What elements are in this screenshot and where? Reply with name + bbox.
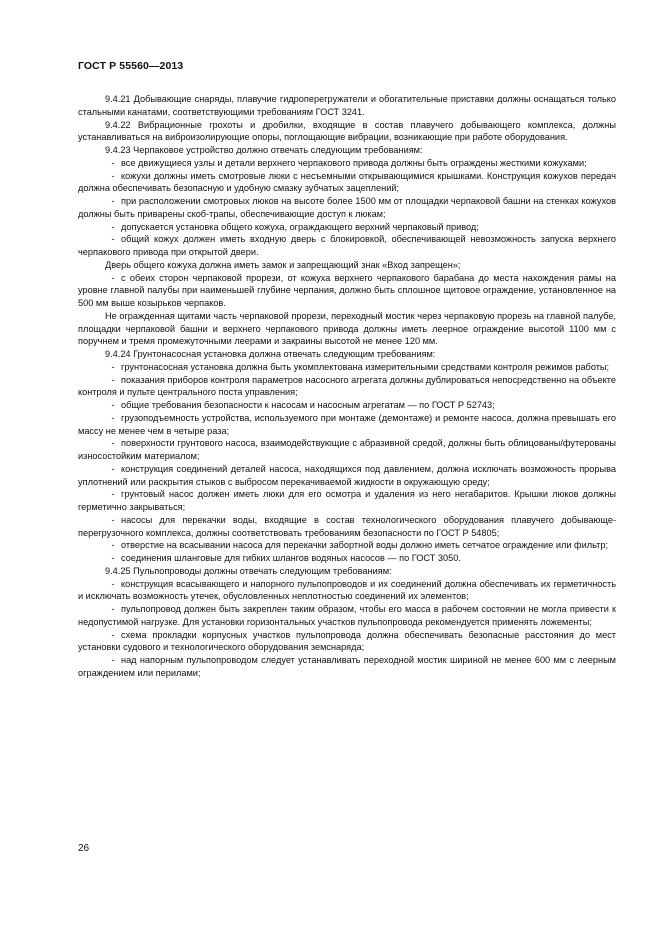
list-item-text: соединения шланговые для гибких шлангов водяных насосов — по ГОСТ 3050. — [121, 553, 461, 563]
list-item — [78, 412, 616, 438]
dash-marker: - — [111, 361, 115, 372]
list-item-text: показания приборов контроля параметров насосного агрегата должны дублироваться непосредственно на объекте контроля и пульте центрального поста управления; — [78, 374, 616, 398]
dash-marker: - — [111, 170, 115, 181]
paragraph: 9.4.25 Пульпопроводы должны отвечать следующим требованиям: — [105, 565, 392, 576]
list-item-text: отверстие на всасывании насоса для перекачки забортной воды должно иметь сетчатое ограждение или фильтр; — [121, 540, 609, 551]
list-item — [78, 629, 616, 655]
list-item — [78, 603, 616, 629]
list-item — [78, 399, 616, 412]
list-item — [78, 514, 616, 540]
list-item-text: пульпопровод должен быть закреплен таким образом, чтобы его масса в рабочем состоянии не могла привести к недопустимой нагрузке. Для установки горизонтальных участков пульпопровода рекомендуется применять ложементы; — [78, 604, 616, 627]
list-item-text: общий кожух должен иметь входную дверь с блокировкой, обеспечивающей невозможность запуска верхнего черпакового привода при открытой двери. — [78, 234, 616, 257]
document-body — [78, 93, 616, 680]
list-item — [78, 552, 616, 565]
dash-marker: - — [111, 221, 115, 232]
dash-marker: - — [111, 655, 115, 665]
list-item-text: над напорным пульпопроводом следует устанавливать переходной мостик шириной не менее 600 мм с леерным ограждением или перилами; — [78, 655, 616, 678]
dash-marker: - — [111, 438, 115, 449]
list-item — [78, 221, 616, 234]
list-item — [78, 578, 616, 604]
dash-marker: - — [111, 489, 115, 500]
paragraph: Не огражденная щитами часть черпаковой прорези, переходный мостик через черпаковую прорезь на главной палубе, площадки черпаковой башни и верхнего черпакового привода должны иметь леерное ограждение высотой 1100 мм с поручнем и тремя промежуточными леерами и закраины высотой не менее 120 мм. — [78, 310, 616, 347]
dash-marker: - — [111, 604, 115, 614]
page-number: 26 — [78, 843, 90, 854]
list-item — [78, 654, 616, 680]
list-item-text: конструкция соединений деталей насоса, находящихся под давлением, должна исключать возможность прорыва уплотнений или раскрытия стыков с выбросом перекачиваемой жидкости в окружающую среду; — [78, 463, 616, 487]
list-item — [78, 170, 616, 196]
list-item — [78, 539, 616, 552]
list-item-text: допускается установка общего кожуха, ограждающего верхний черпаковый привод; — [121, 221, 479, 232]
list-item — [78, 463, 616, 489]
list-item-text: конструкция всасывающего и напорного пульпопроводов и их соединений должна обеспечивать их герметичность и исключать возможность утечек, обусловленных неплотностью соединений их элементов; — [78, 578, 616, 602]
list-item — [78, 157, 616, 170]
dash-marker: - — [111, 272, 115, 283]
paragraph: 9.4.22 Вибрационные грохоты и дробилки, входящие в состав плавучего добывающего комплекса, должны устанавливаться на виброизолирующие опоры, поглощающие вибрации, возникающие при работе оборудования. — [78, 119, 616, 143]
list-item — [78, 437, 616, 463]
dash-marker: - — [111, 578, 115, 589]
list-item-text: поверхности грунтового насоса, взаимодействующие с абразивной средой, должны быть облицованы/футерованы износостойким материалом; — [78, 438, 616, 461]
list-item-text: все движущиеся узлы и детали верхнего черпакового привода должны быть ограждены жесткими кожухами; — [121, 157, 587, 168]
list-item — [78, 361, 616, 374]
list-item — [78, 195, 616, 221]
document-header: ГОСТ Р 55560—2013 — [78, 60, 184, 72]
dash-marker: - — [111, 629, 115, 640]
list-item-text: общие требования безопасности к насосам и насосным агрегатам — по ГОСТ Р 52743; — [121, 400, 495, 410]
list-item-text: с обеих сторон черпаковой прорези, от кожуха верхнего черпакового барабана до места нахождения рамы на уровне главной палубы при наименьшей глубине черпания, должно быть сплошное щитовое ограждение, установленное на 500 мм выше козырьков черпаков. — [78, 272, 616, 308]
paragraph: 9.4.21 Добывающие снаряды, плавучие гидроперегружатели и обогатительные приставки должны оснащаться только стальными канатами, соответствующими требованиям ГОСТ 3241. — [78, 94, 616, 117]
list-item-text: грунтонасосная установка должна быть укомплектована измерительными средствами контроля режимов работы; — [121, 361, 610, 372]
dash-marker: - — [111, 196, 115, 206]
list-item — [78, 374, 616, 400]
paragraph: 9.4.23 Черпаковое устройство должно отвечать следующим требованиям: — [105, 145, 423, 155]
dash-marker: - — [111, 463, 115, 474]
dash-marker: - — [111, 514, 115, 525]
list-item-text: грунтовый насос должен иметь люки для его осмотра и удаления из него негабаритов. Крышки люков должны герметично закрываться; — [78, 489, 616, 512]
list-item-text: грузоподъемность устройства, используемого при монтаже (демонтаже) и ремонте насоса, должна превышать его массу не менее чем в четыре раза; — [78, 412, 616, 436]
paragraph: Дверь общего кожуха должна иметь замок и запрещающий знак «Вход запрещен»; — [105, 259, 461, 270]
dash-marker: - — [111, 234, 115, 245]
dash-marker: - — [111, 374, 115, 385]
list-item-text: схема прокладки корпусных участков пульпопровода должна обеспечивать безопасные расстояния до мест установки судового и технологического оборудования земснаряда; — [78, 629, 616, 653]
dash-marker: - — [111, 553, 115, 563]
dash-marker: - — [111, 540, 115, 551]
dash-marker: - — [111, 400, 115, 410]
list-item — [78, 233, 616, 259]
list-item — [78, 488, 616, 514]
dash-marker: - — [111, 157, 115, 168]
list-item-text: насосы для перекачки воды, входящие в состав технологического оборудования плавучего добывающе-перегрузочного комплекса, должны соответствовать требованиям безопасности по ГОСТ Р 54805; — [78, 514, 616, 538]
dash-marker: - — [111, 412, 115, 423]
list-item-text: при расположении смотровых люков на высоте более 1500 мм от площадки черпаковой башни на стенках кожухов должны быть приварены скоб-трапы, обеспечивающие доступ к люкам; — [78, 196, 616, 219]
list-item — [78, 272, 616, 310]
paragraph: 9.4.24 Грунтонасосная установка должна отвечать следующим требованиям: — [105, 349, 436, 359]
list-item-text: кожухи должны иметь смотровые люки с несъемными открывающимися крышками. Конструкция кожухов передач должна обеспечивать безопасную и удобную смазку зубчатых зацеплений; — [78, 170, 616, 194]
